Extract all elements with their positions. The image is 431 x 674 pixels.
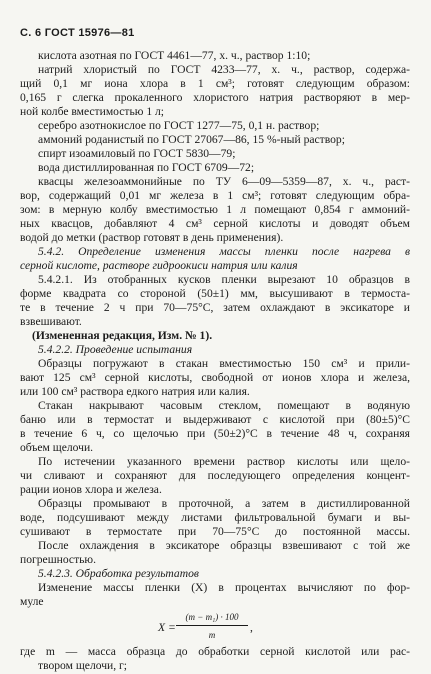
text-line: аммоний роданистый по ГОСТ 27067—86, 15 %-ный раствор; — [38, 133, 345, 146]
formula-numerator: (m − m₁) · 100 — [185, 612, 239, 622]
text-line: натрий хлористый по ГОСТ 4233—77, х. ч., раствор, содержа- — [38, 63, 410, 76]
text-line: вают 125 см³ серной кислоты, свободной от ионов хлора и железа, — [20, 371, 410, 384]
text-line: сушивают в термостате при 70—75°С до постоянной массы. — [20, 525, 410, 538]
section-heading: серной кислоте, растворе гидроокиси натрия или калия — [20, 259, 298, 272]
text-line: квасцы железоаммонийные по ТУ 6—09—5359—87, х. ч., раст- — [38, 175, 410, 188]
text-line: По истечении указанного времени раствор кислоты или щело- — [38, 455, 410, 468]
formula-denominator: m — [208, 630, 216, 640]
subsection-heading: 5.4.2.2. Проведение испытания — [38, 343, 193, 356]
text-line: вода дистиллированная по ГОСТ 6709—72; — [38, 161, 255, 174]
text-line: Образцы промывают в проточной, а затем в дистиллированной — [38, 497, 410, 510]
formula-lhs: X = — [158, 621, 176, 634]
text-line: те в течение 2 ч при 70—75°С, затем охлаждают в эксикаторе и — [20, 301, 410, 314]
text-line: взвешивают. — [20, 315, 82, 328]
text-line: воде, подсушивают между листами фильтровальной бумаги и вы- — [20, 511, 410, 524]
text-line: погрешностью. — [20, 553, 96, 566]
text-line: зом: в мерную колбу вместимостью 1 л помещают 0,854 г аммоний- — [20, 203, 410, 216]
text-line: серебро азотнокислое по ГОСТ 1277—75, 0,1 н. раствор; — [38, 119, 320, 132]
text-line: 5.4.2.1. Из отобранных кусков пленки вырезают 10 образцов в — [38, 273, 410, 286]
page-header: С. 6 ГОСТ 15976—81 — [20, 27, 135, 39]
text-line: или 100 см³ раствора едкого натрия или калия. — [20, 385, 250, 398]
text-line: кислота азотная по ГОСТ 4461—77, х. ч., раствор 1:10; — [38, 49, 311, 62]
text-line: Образцы погружают в стакан вместимостью 150 см³ и прили- — [38, 357, 410, 370]
text-line: рации ионов хлора и железа. — [20, 483, 162, 496]
text-line: где m — масса образца до обработки серной кислотой или рас- — [20, 645, 410, 658]
text-line: водой до метки (раствор готовят в день применения). — [20, 231, 284, 244]
formula-fraction-bar — [176, 625, 248, 626]
text-line: 0,165 г слегка прокаленного хлористого натрия растворяют в мер- — [20, 91, 410, 104]
text-line: спирт изоамиловый по ГОСТ 5830—79; — [38, 147, 236, 160]
text-line: Изменение массы пленки (X) в процентах вычисляют по фор- — [38, 581, 410, 594]
text-line: чи сливают и сохраняют для последующего определения концент- — [20, 469, 410, 482]
subsection-heading: 5.4.2.3. Обработка результатов — [38, 567, 199, 580]
text-line: объем щелочи. — [20, 441, 94, 454]
section-heading: 5.4.2. Определение изменения массы пленки после нагрева в — [38, 245, 410, 258]
text-line: в течение 6 ч, со щелочью при (50±2)°С в течение 48 ч, сохраняя — [20, 427, 410, 440]
text-line: баню или в термостат и выдерживают с кислотой при (80±5)°С — [20, 413, 410, 426]
text-line: щий 0,1 мг иона хлора в 1 см³; готовят следующим образом: — [20, 77, 410, 90]
mass-change-formula — [158, 610, 298, 644]
text-line: После охлаждения в эксикаторе образцы взвешивают с той же — [38, 539, 410, 552]
text-line: твором щелочи, г; — [38, 659, 128, 672]
text-line: вор, содержащий 0,01 мг железа в 1 см³; готовят следующим обра- — [20, 189, 410, 202]
amendment-note: (Измененная редакция, Изм. № 1). — [32, 329, 213, 342]
text-line: муле — [20, 595, 44, 608]
text-line: ных квасцов, добавляют 4 см³ серной кислоты и доводят объем — [20, 217, 410, 230]
text-line: Стакан накрывают часовым стеклом, помещают в водяную — [38, 399, 410, 412]
text-line: форме квадрата со стороной (50±1) мм, высушивают в термоста- — [20, 287, 410, 300]
formula-suffix: , — [250, 621, 253, 634]
text-line: ной колбе вместимостью 1 л; — [20, 105, 165, 118]
